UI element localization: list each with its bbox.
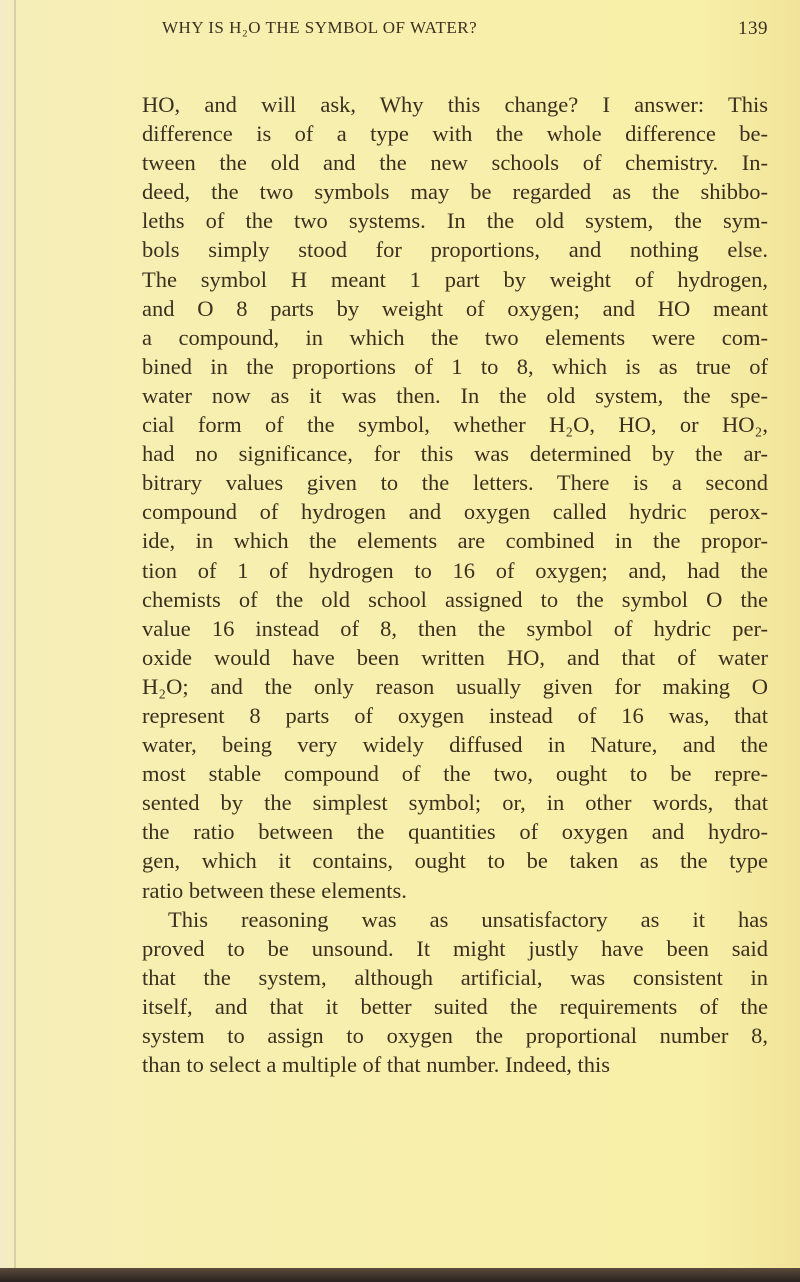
page-bottom-shadow <box>0 1268 800 1282</box>
text-line: the ratio between the quantities of oxygen and hydro- <box>142 819 768 845</box>
text-line: represent 8 parts of oxygen instead of 16 was, that <box>142 702 768 728</box>
text-line: The symbol H meant 1 part by weight of hydrogen, <box>142 266 768 292</box>
text-line: ide, in which the elements are combined in the propor- <box>142 528 768 554</box>
text-line: ratio between these elements. <box>142 877 407 903</box>
text-line: difference is of a type with the whole difference be- <box>142 121 768 147</box>
text-line: sented by the simplest symbol; or, in other words, that <box>142 790 768 816</box>
page-body-text <box>142 90 768 1079</box>
text-line: that the system, although artificial, was consistent in <box>142 964 768 990</box>
text-line: proved to be unsound. It might justly have been said <box>142 935 768 961</box>
text-line: HO, and will ask, Why this change? I answer: This <box>142 92 768 117</box>
text-line: bols simply stood for proportions, and nothing else. <box>142 237 768 263</box>
text-line: tween the old and the new schools of chemistry. In- <box>142 150 768 176</box>
text-line: deed, the two symbols may be regarded as the shibbo- <box>142 179 768 205</box>
running-title: WHY IS H₂O THE SYMBOL OF WATER? <box>162 18 478 37</box>
text-line: tion of 1 of hydrogen to 16 of oxygen; and, had the <box>142 557 768 583</box>
page-number: 139 <box>738 18 768 39</box>
text-line: a compound, in which the two elements were com- <box>142 324 768 350</box>
text-line: bined in the proportions of 1 to 8, which is as true of <box>142 353 768 379</box>
text-line: had no significance, for this was determined by the ar- <box>142 441 768 467</box>
text-line: value 16 instead of 8, then the symbol of hydric per- <box>142 615 768 641</box>
text-line: water, being very widely diffused in Nature, and the <box>142 732 768 758</box>
text-line: than to select a multiple of that number. Indeed, this <box>142 1052 611 1078</box>
text-line: itself, and that it better suited the requirements of the <box>142 993 768 1019</box>
page-edge <box>14 0 16 1282</box>
text-line: gen, which it contains, ought to be taken as the type <box>142 848 768 874</box>
text-line: system to assign to oxygen the proportional number 8, <box>142 1023 768 1048</box>
text-line: most stable compound of the two, ought to be repre- <box>142 761 768 787</box>
text-line: and O 8 parts by weight of oxygen; and HO meant <box>142 295 768 321</box>
text-line: compound of hydrogen and oxygen called hydric perox- <box>142 499 768 525</box>
text-line: oxide would have been written HO, and that of water <box>142 644 768 670</box>
text-line: chemists of the old school assigned to the symbol O the <box>142 586 768 612</box>
running-header <box>142 18 768 42</box>
text-line: leths of the two systems. In the old system, the sym- <box>142 208 768 234</box>
text-line: H₂O; and the only reason usually given for making O <box>142 673 768 699</box>
text-line: bitrary values given to the letters. There is a second <box>142 470 768 496</box>
text-line: water now as it was then. In the old system, the spe- <box>142 382 768 408</box>
text-line: This reasoning was as unsatisfactory as it has <box>168 906 768 932</box>
text-line: cial form of the symbol, whether H₂O, HO, or HO₂, <box>142 412 768 438</box>
